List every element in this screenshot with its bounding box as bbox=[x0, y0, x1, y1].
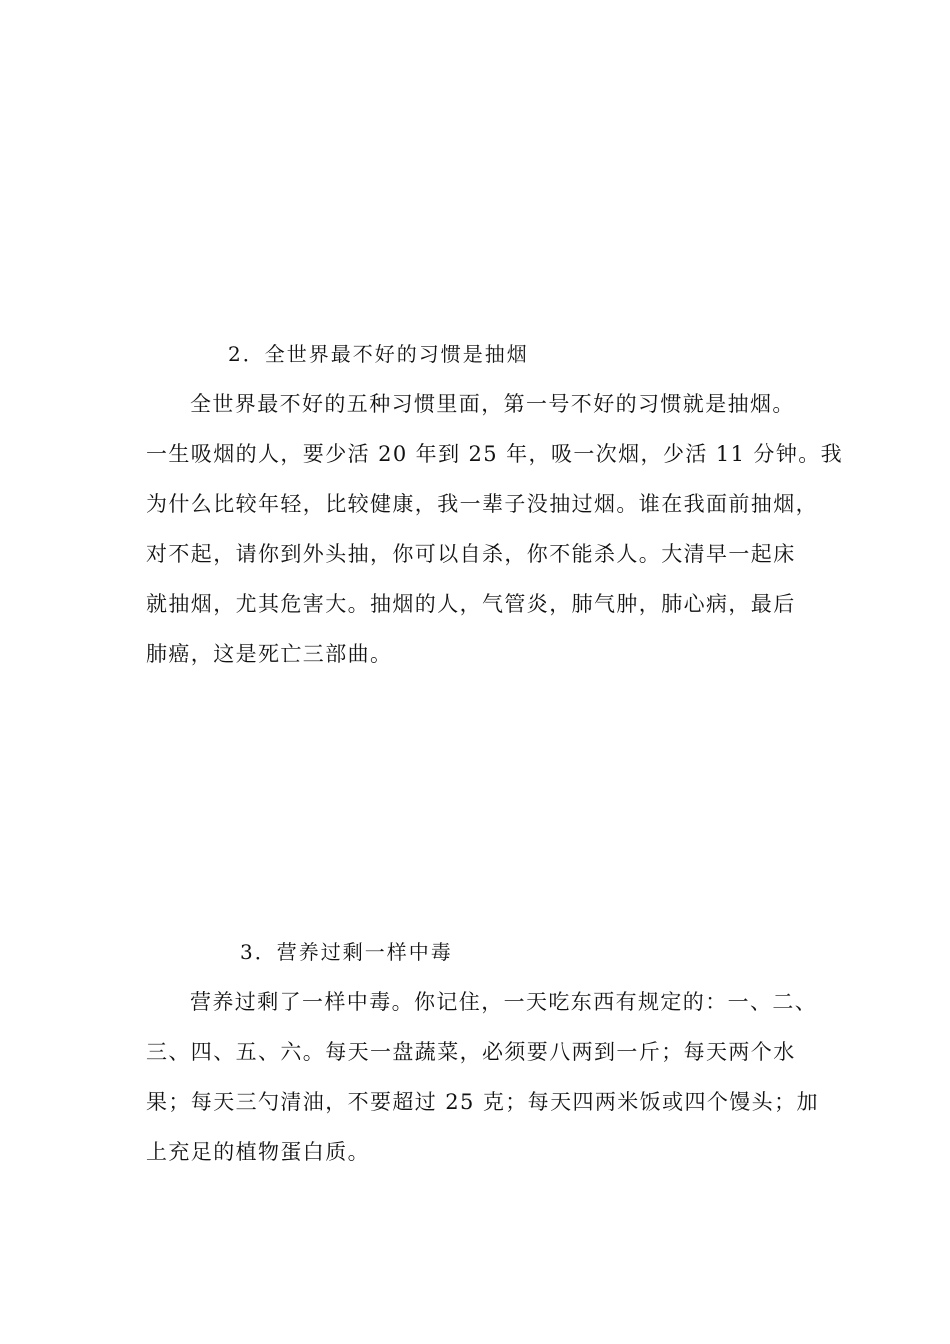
paragraph-line: 上充足的植物蛋白质。 bbox=[146, 1140, 370, 1164]
paragraph-line: 就抽烟，尤其危害大。抽烟的人，气管炎，肺气肿，肺心病，最后 bbox=[146, 592, 796, 616]
paragraph-line: 对不起，请你到外头抽，你可以自杀，你不能杀人。大清早一起床 bbox=[146, 542, 796, 566]
section-heading: 3．营养过剩一样中毒 bbox=[240, 940, 453, 964]
paragraph-line: 三、四、五、六。每天一盘蔬菜，必须要八两到一斤；每天两个水 bbox=[146, 1040, 796, 1064]
paragraph-line: 为什么比较年轻，比较健康，我一辈子没抽过烟。谁在我面前抽烟， bbox=[146, 492, 818, 516]
paragraph-line: 营养过剩了一样中毒。你记住，一天吃东西有规定的：一、二、 bbox=[190, 990, 818, 1014]
section-heading: 2．全世界最不好的习惯是抽烟 bbox=[228, 342, 529, 366]
paragraph-line: 全世界最不好的五种习惯里面，第一号不好的习惯就是抽烟。 bbox=[190, 392, 795, 416]
paragraph-line: 一生吸烟的人，要少活 20 年到 25 年，吸一次烟，少活 11 分钟。我 bbox=[146, 442, 844, 466]
paragraph-line: 肺癌，这是死亡三部曲。 bbox=[146, 642, 393, 666]
paragraph-line: 果；每天三勺清油，不要超过 25 克；每天四两米饭或四个馒头；加 bbox=[146, 1090, 819, 1114]
